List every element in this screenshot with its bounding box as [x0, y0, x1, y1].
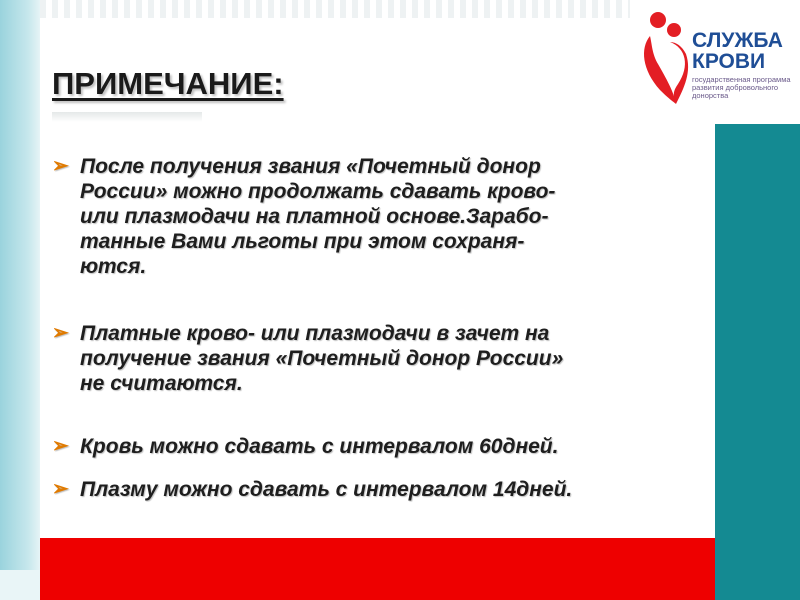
bullet-item: ➢ После получения звания «Почетный донор России» можно продолжать сдавать крово- или плазмодачи на платной основе.Зарабо- танные Вами льготы при этом сохраня- ются. [52, 155, 556, 278]
arrow-bullet-icon: ➢ [52, 478, 69, 500]
bullet-item: ➢ Плазму можно сдавать с интервалом 14дней. [52, 478, 573, 501]
teal-decorative-block [715, 124, 800, 600]
logo-subtitle: государственная программа развития добровольного донорства [692, 75, 791, 100]
bottom-left-decoration [0, 570, 40, 600]
bullet-list [52, 154, 712, 502]
top-decorative-stripes [40, 0, 630, 18]
arrow-bullet-icon: ➢ [52, 435, 69, 457]
red-footer-bar [40, 538, 715, 600]
slide-title: ПРИМЕЧАНИЕ: [52, 66, 284, 101]
heart-figure-icon [640, 8, 692, 106]
sluzhba-krovi-logo [630, 0, 800, 110]
arrow-bullet-icon: ➢ [52, 155, 69, 177]
title-reflection [52, 112, 202, 122]
bullet-item: ➢ Кровь можно сдавать с интервалом 60дней. [52, 435, 559, 458]
logo-title: СЛУЖБА КРОВИ [692, 29, 783, 73]
bullet-item: ➢ Платные крово- или плазмодачи в зачет на получение звания «Почетный донор России» не считаются. [52, 322, 564, 395]
arrow-bullet-icon: ➢ [52, 322, 69, 344]
left-decorative-band [0, 0, 40, 600]
